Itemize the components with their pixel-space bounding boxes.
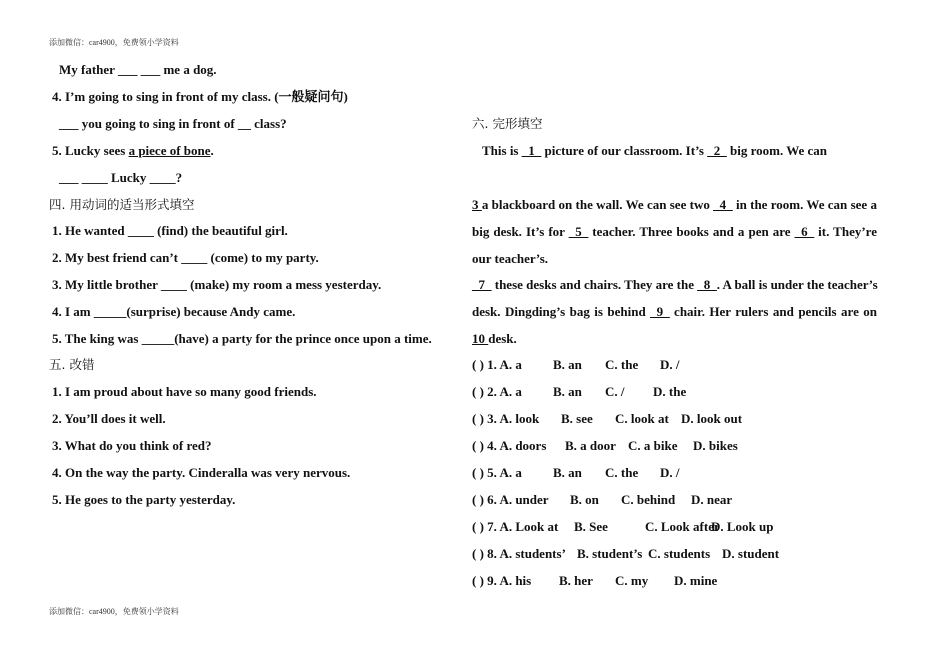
choice-option-b: B. an [553, 384, 582, 399]
choice-question: ( ) 6. A. under [472, 492, 549, 507]
choice-option-b: B. student’s [577, 546, 643, 561]
cloze-blank-3: 3 [472, 197, 482, 212]
exercise-answer-line: ___ ____ Lucky ____? [59, 170, 183, 185]
error-correction-item: 3. What do you think of red? [52, 438, 212, 453]
cloze-passage-line: our teacher’s. [472, 251, 549, 266]
choice-option-b: B. on [570, 492, 599, 507]
choice-option-d: D. near [691, 492, 733, 507]
cloze-blank-6: _6_ [794, 224, 815, 239]
choice-option-b: B. See [574, 519, 608, 534]
choice-question: ( ) 9. A. his [472, 573, 532, 588]
choice-option-d: D. student [722, 546, 780, 561]
cloze-blank-8: _8_ [697, 277, 717, 292]
passage-text: picture of our classroom. It’s [541, 143, 708, 158]
cloze-passage-line [472, 197, 877, 213]
choice-question: ( ) 1. A. a [472, 357, 522, 372]
cloze-passage-line [472, 304, 877, 320]
exercise-line: My father ___ ___ me a dog. [59, 62, 217, 77]
passage-text: it. They’re [814, 224, 877, 239]
choice-option-b: B. her [559, 573, 593, 588]
passage-text: these desks and chairs. They are the [491, 277, 698, 292]
passage-text: big room. We can [726, 143, 828, 158]
error-correction-item: 5. He goes to the party yesterday. [52, 492, 236, 507]
choice-option-d: D. / [660, 465, 680, 480]
choice-question: ( ) 5. A. a [472, 465, 522, 480]
choice-option-b: B. a door [565, 438, 616, 453]
section-heading-6: 六. 完形填空 [472, 116, 543, 131]
choice-option-c: C. a bike [628, 438, 678, 453]
verb-form-item: 2. My best friend can’t ____ (come) to my party. [52, 250, 319, 265]
choice-option-c: C. Look after [645, 519, 720, 534]
cloze-passage-line [482, 143, 827, 159]
passage-text: a blackboard on the wall. We can see two [481, 197, 714, 212]
choice-option-d: D. mine [674, 573, 718, 588]
choice-option-c: C. the [605, 357, 639, 372]
choice-option-b: B. an [553, 357, 582, 372]
passage-text: in the room. We can see a [732, 197, 877, 212]
choice-option-c: C. / [605, 384, 625, 399]
choice-option-d: D. the [653, 384, 687, 399]
passage-text: desk. Dingding’s bag is behind [472, 304, 651, 319]
choice-option-c: C. my [615, 573, 649, 588]
verb-form-item: 1. He wanted ____ (find) the beautiful girl. [52, 223, 288, 238]
passage-text: chair. Her rulers and pencils are on [669, 304, 877, 319]
choice-option-b: B. an [553, 465, 582, 480]
cloze-blank-1: _1_ [521, 143, 542, 158]
section-heading-4: 四. 用动词的适当形式填空 [49, 197, 195, 212]
choice-option-d: D. look out [681, 411, 743, 426]
question-text: 5. Lucky sees [52, 143, 129, 158]
exercise-question-4: 4. I’m going to sing in front of my class. (一般疑问句) [52, 89, 348, 104]
choice-option-d: D. bikes [693, 438, 738, 453]
passage-text: . A ball is under the teacher’s [716, 277, 878, 292]
choice-question: ( ) 2. A. a [472, 384, 522, 399]
passage-text: teacher. Three books and a pen are [588, 224, 795, 239]
passage-text: This is [482, 143, 522, 158]
cloze-passage-line [472, 224, 877, 240]
error-correction-item: 1. I am proud about have so many good friends. [52, 384, 317, 399]
cloze-blank-4: _4_ [713, 197, 733, 212]
choice-option-b: B. see [561, 411, 593, 426]
cloze-blank-10: 10 [472, 331, 489, 346]
cloze-blank-9: _9_ [650, 304, 670, 319]
verb-form-item: 3. My little brother ____ (make) my room a mess yesterday. [52, 277, 382, 292]
exercise-question-5 [52, 143, 214, 159]
exercise-answer-line: ___ you going to sing in front of __ class? [59, 116, 287, 131]
choice-question: ( ) 3. A. look [472, 411, 540, 426]
error-correction-item: 4. On the way the party. Cinderalla was very nervous. [52, 465, 351, 480]
cloze-passage-line [472, 277, 877, 293]
cloze-blank-5: _5_ [568, 224, 589, 239]
page-header-note: 添加微信：car4900，免费领小学资料 [49, 38, 179, 47]
cloze-blank-2: _2_ [707, 143, 727, 158]
cloze-blank-7: _7_ [472, 277, 492, 292]
passage-text: desk. [488, 331, 517, 346]
choice-question: ( ) 8. A. students’ [472, 546, 566, 561]
error-correction-item: 2. You’ll does it well. [52, 411, 166, 426]
choice-option-d: D. / [660, 357, 680, 372]
verb-form-item: 5. The king was _____(have) a party for the prince once upon a time. [52, 331, 432, 346]
choice-option-d: D. Look up [711, 519, 774, 534]
choice-option-c: C. behind [621, 492, 676, 507]
choice-option-c: C. look at [615, 411, 669, 426]
page-footer-note: 添加微信：car4900，免费领小学资料 [49, 607, 179, 616]
choice-question: ( ) 4. A. doors [472, 438, 547, 453]
choice-option-c: C. students [648, 546, 711, 561]
underlined-phrase: a piece of bone [128, 143, 211, 158]
passage-text: big desk. It’s for [472, 224, 569, 239]
verb-form-item: 4. I am _____(surprise) because Andy came. [52, 304, 296, 319]
choice-option-c: C. the [605, 465, 639, 480]
cloze-passage-line [472, 331, 517, 347]
section-heading-5: 五. 改错 [49, 357, 95, 372]
choice-question: ( ) 7. A. Look at [472, 519, 559, 534]
question-text: . [210, 143, 214, 158]
